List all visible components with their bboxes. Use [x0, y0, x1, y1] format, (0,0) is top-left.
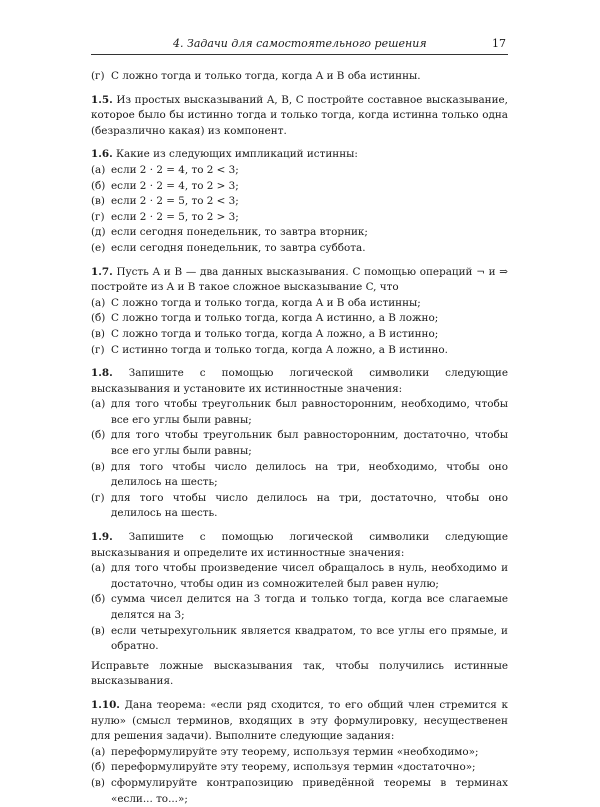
page-content	[91, 69, 508, 807]
item-text: переформулируйте эту теорему, используя термин «необходимо»;	[111, 745, 479, 758]
problem-block	[91, 530, 508, 690]
problem-text: Из простых высказываний A, B, C постройте составное высказывание, которое было бы истинно тогда и только тогда, когда истинна только одна (безразлично какая) из компонент.	[91, 93, 508, 137]
item-text: если 2 · 2 = 4, то 2 < 3;	[111, 163, 239, 176]
item-label: (а)	[91, 562, 106, 575]
item-text: для того чтобы произведение чисел обращалось в нуль, необходимо и достаточно, чтобы один из сомножителей был равен нулю;	[111, 562, 508, 590]
item-text: C истинно тогда и только тогда, когда A ложно, а B истинно.	[111, 343, 448, 356]
list-item	[91, 491, 508, 522]
list-item	[91, 194, 508, 210]
item-text: для того чтобы треугольник был равносторонним, необходимо, чтобы все его углы были равны;	[111, 398, 508, 426]
problem-note: Исправьте ложные высказывания так, чтобы получились истинные высказывания.	[91, 659, 508, 688]
problem-block	[91, 698, 508, 807]
item-label: (б)	[91, 593, 106, 606]
running-title: 4. Задачи для самостоятельного решения	[173, 37, 427, 50]
list-item	[91, 397, 508, 428]
list-item	[91, 163, 508, 179]
list-item	[91, 343, 508, 359]
item-text: если 2 · 2 = 4, то 2 > 3;	[111, 179, 239, 192]
item-text: если сегодня понедельник, то завтра суббота.	[111, 241, 366, 254]
problem-statement	[91, 366, 508, 397]
list-item	[91, 592, 508, 623]
list-item	[91, 241, 508, 257]
problem-number: 1.8.	[91, 367, 113, 380]
item-text: для того чтобы число делилось на три, необходимо, чтобы оно делилось на шесть;	[111, 460, 508, 489]
item-text: если сегодня понедельник, то завтра вторник;	[111, 226, 368, 239]
problem-block	[91, 366, 508, 522]
list-item	[91, 296, 508, 312]
item-label: (г)	[91, 491, 105, 504]
item-label: (б)	[91, 312, 106, 325]
list-item	[91, 776, 508, 807]
problem-list	[91, 93, 508, 807]
item-label: (г)	[91, 70, 105, 82]
item-text: сформулируйте контрапозицию приведённой теоремы в терминах «если... то...»;	[111, 776, 508, 805]
item-text: сумма чисел делится на 3 тогда и только тогда, когда все слагаемые делятся на 3;	[111, 593, 508, 621]
item-label: (д)	[91, 226, 106, 239]
item-text: если 2 · 2 = 5, то 2 > 3;	[111, 210, 239, 223]
problem-statement	[91, 147, 508, 163]
problem-block	[91, 93, 508, 140]
problem-number: 1.7.	[91, 265, 113, 278]
problem-statement	[91, 93, 508, 140]
problem-block	[91, 147, 508, 256]
list-item	[91, 428, 508, 459]
item-label: (в)	[91, 776, 105, 789]
page-number: 17	[492, 37, 506, 50]
item-text: C ложно тогда и только тогда, когда A ложно, а B истинно;	[111, 327, 439, 340]
item-text: переформулируйте эту теорему, используя термин «достаточно»;	[111, 761, 476, 774]
problem-block	[91, 265, 508, 359]
item-label: (а)	[91, 163, 106, 176]
item-label: (в)	[91, 327, 105, 340]
problem-number: 1.10.	[91, 698, 120, 711]
list-item	[91, 210, 508, 226]
item-label: (в)	[91, 624, 105, 637]
list-item	[91, 311, 508, 327]
problem-text: Какие из следующих импликаций истинны:	[116, 148, 358, 161]
item-text: если 2 · 2 = 5, то 2 < 3;	[111, 195, 239, 208]
problem-text: Пусть A и B — два данных высказывания. С помощью операций ¬ и ⇒ постройте из A и B такое сложное высказывание C, что	[91, 265, 508, 294]
list-item	[91, 327, 508, 343]
item-label: (е)	[91, 241, 106, 254]
item-text: для того чтобы треугольник был равносторонним, достаточно, чтобы все его углы были равны;	[111, 429, 508, 458]
list-item	[91, 225, 508, 241]
list-item	[91, 624, 508, 655]
item-text: C ложно тогда и только тогда, когда A истинно, а B ложно;	[111, 312, 439, 325]
item-text: если четырехугольник является квадратом, то все углы его прямые, и обратно.	[111, 624, 508, 653]
item-label: (в)	[91, 460, 105, 473]
list-item	[91, 745, 508, 761]
problem-text: Запишите с помощью логической символики следующие высказывания и установите их истинностные значения:	[91, 367, 508, 395]
item-text: C ложно тогда и только тогда, когда A и B оба истинны;	[111, 296, 421, 309]
item-label: (а)	[91, 296, 106, 309]
problem-number: 1.6.	[91, 148, 113, 161]
problem-statement	[91, 265, 508, 296]
item-label: (г)	[91, 210, 105, 223]
item-label: (г)	[91, 343, 105, 356]
problem-number: 1.9.	[91, 531, 113, 544]
problem-statement	[91, 698, 508, 745]
problem-number: 1.5.	[91, 93, 113, 106]
item-label: (а)	[91, 398, 106, 411]
problem-text: Дана теорема: «если ряд сходится, то его общий член стремится к нулю» (смысл терминов, входящих в эту формулировку, несущественен для решения задачи). Выполните следующие задания:	[91, 698, 508, 743]
item-label: (а)	[91, 745, 106, 758]
list-item	[91, 561, 508, 592]
item-label: (б)	[91, 761, 106, 774]
item-label: (б)	[91, 179, 106, 192]
list-item	[91, 760, 508, 776]
item-text: для того чтобы число делилось на три, достаточно, чтобы оно делилось на шесть.	[111, 491, 508, 520]
item-text: C ложно тогда и только тогда, когда A и B оба истинны.	[111, 70, 421, 82]
item-label: (б)	[91, 429, 106, 442]
list-item	[91, 69, 508, 85]
item-label: (в)	[91, 195, 105, 208]
problem-text: Запишите с помощью логической символики следующие высказывания и определите их истинностные значения:	[91, 531, 508, 559]
running-header	[91, 34, 508, 55]
problem-statement	[91, 530, 508, 561]
list-item	[91, 460, 508, 491]
list-item	[91, 179, 508, 195]
